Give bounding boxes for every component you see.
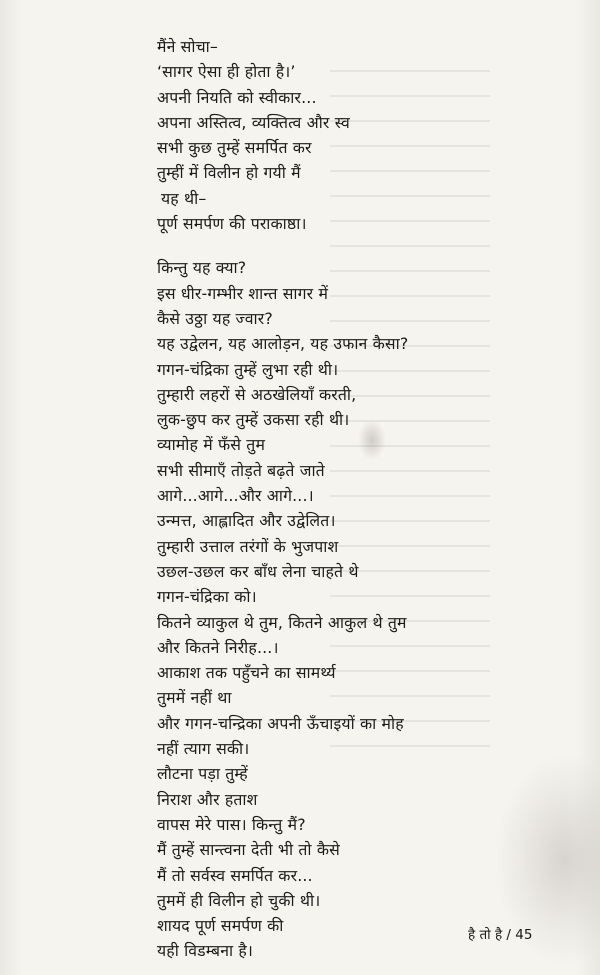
poem-body (157, 34, 487, 964)
poem-line: अपना अस्तित्व, व्यक्तित्व और स्व (157, 112, 350, 132)
poem-line: मैं तुम्हें सान्त्वना देती भी तो कैसे (157, 840, 340, 860)
poem-line: और कितने निरीह...। (157, 637, 279, 657)
poem-line: पूर्ण समर्पण की पराकाष्ठा। (157, 214, 307, 234)
poem-line: यह थी– (161, 188, 207, 208)
poem-line: और गगन-चन्द्रिका अपनी ऊँचाइयों का मोह (157, 713, 404, 733)
poem-line: तुम्हीं में विलीन हो गयी मैं (157, 163, 301, 183)
poem-line: तुममें नहीं था (157, 688, 232, 708)
footer-separator: / (506, 927, 511, 943)
poem-line: आकाश तक पहुँचने का सामर्थ्य (157, 663, 336, 683)
poem-line: कितने व्याकुल थे तुम, कितने आकुल थे तुम (157, 612, 407, 632)
poem-line: सभी कुछ तुम्हें समर्पित कर (157, 138, 312, 158)
poem-line: यह उद्वेलन, यह आलोड़न, यह उफान कैसा? (157, 334, 409, 354)
stanza-2 (157, 255, 487, 963)
poem-line: उछल-उछल कर बाँध लेना चाहते थे (157, 561, 359, 581)
poem-line: उन्मत्त, आह्लादित और उद्वेलित। (157, 511, 336, 531)
poem-line: नहीं त्याग सकी। (157, 739, 250, 759)
book-title: है तो है (468, 927, 503, 943)
poem-line: मैं तो सर्वस्व समर्पित कर... (157, 865, 313, 885)
poem-line: वापस मेरे पास। किन्तु मैं? (157, 814, 306, 834)
poem-line: अपनी नियति को स्वीकार... (157, 87, 317, 107)
poem-line: निराश और हताश (157, 789, 258, 809)
poem-line: मैंने सोचा– (157, 37, 218, 56)
poem-line: इस धीर-गम्भीर शान्त सागर में (157, 283, 329, 303)
poem-line: व्यामोह में फँसे तुम (157, 435, 266, 455)
poem-line: लौटना पड़ा तुम्हें (157, 764, 248, 784)
poem-line: आगे...आगे...और आगे...। (157, 486, 314, 506)
poem-line: गगन-चंद्रिका को। (157, 587, 257, 607)
poem-line: सभी सीमाएँ तोड़ते बढ़ते जाते (157, 460, 325, 480)
poem-line: शायद पूर्ण समर्पण की (157, 916, 284, 936)
page-footer (468, 925, 532, 943)
stanza-1 (157, 34, 487, 236)
poem-line: किन्तु यह क्या? (157, 258, 247, 278)
poem-line: तुम्हारी उत्ताल तरंगों के भुजपाश (157, 536, 339, 556)
poem-line: लुक-छुप कर तुम्हें उकसा रही थी। (157, 410, 350, 430)
page-number: 45 (515, 927, 533, 943)
poem-line: तुम्हारी लहरों से अठखेलियाँ करती, (157, 384, 357, 404)
poem-line: गगन-चंद्रिका तुम्हें लुभा रही थी। (157, 359, 339, 379)
poem-line: ‘सागर ऐसा ही होता है।’ (157, 62, 296, 82)
poem-line: यही विडम्बना है। (157, 941, 254, 961)
poem-line: तुममें ही विलीन हो चुकी थी। (157, 890, 321, 910)
poem-line: कैसे उठ्ठा यह ज्वार? (157, 308, 273, 328)
